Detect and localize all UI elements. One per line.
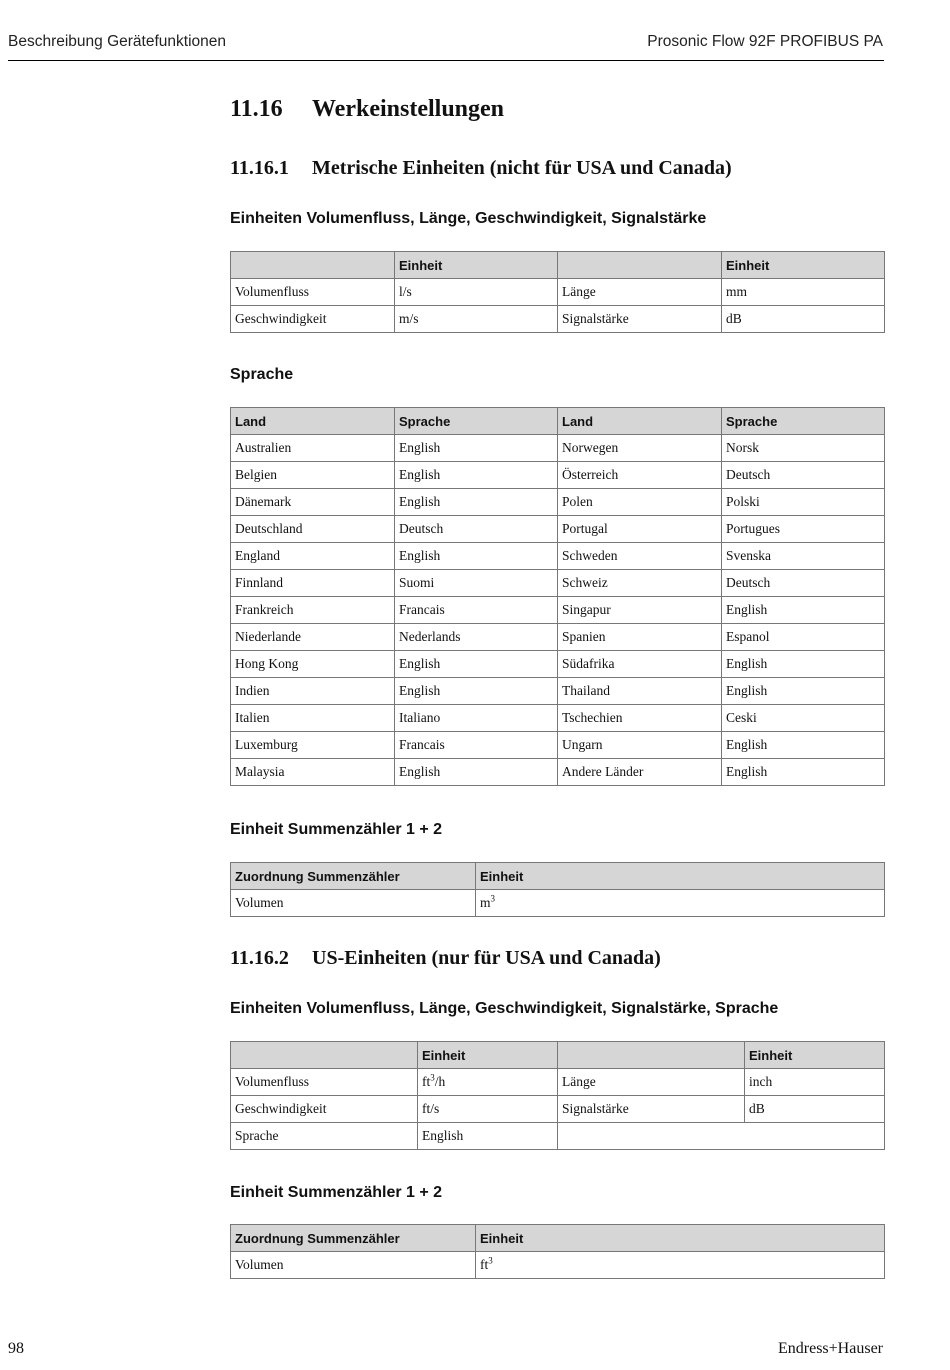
header-cell: Sprache [395, 408, 558, 435]
header-cell [231, 252, 395, 279]
table-row [231, 279, 885, 306]
table-cell: English [395, 543, 558, 570]
table-cell: Finnland [231, 570, 395, 597]
header-cell: Einheit [476, 1225, 885, 1252]
table-cell: Schweden [558, 543, 722, 570]
table-cell: English [722, 597, 885, 624]
table-cell: English [722, 732, 885, 759]
header-cell [231, 1042, 418, 1069]
running-header-left: Beschreibung Gerätefunktionen [8, 33, 227, 50]
table-row [231, 489, 885, 516]
page-number: 98 [8, 1340, 24, 1357]
table-cell: English [722, 678, 885, 705]
table-cell: Hong Kong [231, 651, 395, 678]
footer-brand: Endress+Hauser [778, 1340, 883, 1357]
header-cell: Einheit [722, 252, 885, 279]
table-row [231, 651, 885, 678]
table-cell: Indien [231, 678, 395, 705]
table-cell: Deutschland [231, 516, 395, 543]
subsection-heading-metric [230, 157, 732, 180]
table-row [231, 1096, 885, 1123]
language-heading: Sprache [230, 366, 294, 383]
table-header-row [231, 408, 885, 435]
subsection-number: 11.16.1 [230, 157, 289, 179]
table-cell: Österreich [558, 462, 722, 489]
table-cell: Belgien [231, 462, 395, 489]
table-cell: ft/s [418, 1096, 558, 1123]
table-cell: Luxemburg [231, 732, 395, 759]
table-cell: Espanol [722, 624, 885, 651]
section-title: Werkeinstellungen [312, 96, 505, 122]
table-row [231, 543, 885, 570]
header-cell [558, 1042, 745, 1069]
table-cell: Volumen [231, 1252, 476, 1279]
table-cell: Ungarn [558, 732, 722, 759]
table-cell: Dänemark [231, 489, 395, 516]
table-cell: Singapur [558, 597, 722, 624]
header-cell: Einheit [395, 252, 558, 279]
table-row [231, 624, 885, 651]
table-row [231, 1123, 885, 1150]
table-cell: Suomi [395, 570, 558, 597]
table-row [231, 759, 885, 786]
table-header-row [231, 863, 885, 890]
table-cell: Italien [231, 705, 395, 732]
header-cell: Sprache [722, 408, 885, 435]
header-cell: Land [558, 408, 722, 435]
metric-totalizer-table [230, 862, 885, 917]
table-cell: Volumenfluss [231, 1069, 418, 1096]
table-cell: Nederlands [395, 624, 558, 651]
table-cell: English [395, 651, 558, 678]
table-cell: Spanien [558, 624, 722, 651]
metric-units-heading: Einheiten Volumenfluss, Länge, Geschwindigkeit, Signalstärke [230, 210, 707, 227]
header-cell: Einheit [418, 1042, 558, 1069]
table-cell: Francais [395, 732, 558, 759]
table-cell: Signalstärke [558, 306, 722, 333]
us-units-heading: Einheiten Volumenfluss, Länge, Geschwindigkeit, Signalstärke, Sprache [230, 1000, 779, 1017]
table-row [231, 435, 885, 462]
table-cell: Portugal [558, 516, 722, 543]
table-cell: England [231, 543, 395, 570]
table-cell: Deutsch [395, 516, 558, 543]
table-cell: English [722, 651, 885, 678]
table-header-row [231, 1225, 885, 1252]
table-cell: Sprache [231, 1123, 418, 1150]
table-header-row [231, 252, 885, 279]
us-totalizer-heading: Einheit Summenzähler 1 + 2 [230, 1184, 443, 1201]
table-cell: Thailand [558, 678, 722, 705]
header-cell: Zuordnung Summenzähler [231, 1225, 476, 1252]
table-cell: Deutsch [722, 462, 885, 489]
table-cell: English [395, 489, 558, 516]
table-cell: Norsk [722, 435, 885, 462]
table-cell: Deutsch [722, 570, 885, 597]
table-cell: Polski [722, 489, 885, 516]
table-cell: Tschechien [558, 705, 722, 732]
table-row [231, 597, 885, 624]
table-row [231, 678, 885, 705]
subsection-number: 11.16.2 [230, 947, 289, 969]
header-cell: Einheit [476, 863, 885, 890]
table-cell: English [395, 462, 558, 489]
table-row [231, 890, 885, 917]
table-cell: Volumenfluss [231, 279, 395, 306]
subsection-title: US-Einheiten (nur für USA und Canada) [312, 947, 661, 969]
table-cell: Niederlande [231, 624, 395, 651]
header-rule [8, 60, 884, 61]
table-row [231, 1252, 885, 1279]
table-row [231, 732, 885, 759]
table-cell: Polen [558, 489, 722, 516]
language-table [230, 407, 885, 786]
table-cell: dB [745, 1096, 885, 1123]
table-cell: Geschwindigkeit [231, 306, 395, 333]
subsection-title: Metrische Einheiten (nicht für USA und Canada) [312, 157, 732, 179]
table-cell: English [395, 759, 558, 786]
table-cell: Norwegen [558, 435, 722, 462]
table-cell: Malaysia [231, 759, 395, 786]
table-cell: English [395, 435, 558, 462]
table-cell: $m^3$ [476, 890, 885, 917]
table-cell: inch [745, 1069, 885, 1096]
section-heading [230, 96, 504, 123]
table-cell: Länge [558, 1069, 745, 1096]
metric-units-table [230, 251, 885, 333]
table-cell: Andere Länder [558, 759, 722, 786]
table-cell: mm [722, 279, 885, 306]
header-cell: Land [231, 408, 395, 435]
subsection-heading-us [230, 947, 661, 970]
table-cell-empty [558, 1123, 885, 1150]
table-cell: English [722, 759, 885, 786]
table-header-row [231, 1042, 885, 1069]
metric-totalizer-heading: Einheit Summenzähler 1 + 2 [230, 821, 443, 838]
table-row [231, 306, 885, 333]
table-cell: m/s [395, 306, 558, 333]
table-cell: Frankreich [231, 597, 395, 624]
header-cell: Einheit [745, 1042, 885, 1069]
table-cell: $ft^3$ [476, 1252, 885, 1279]
header-cell [558, 252, 722, 279]
table-cell: Australien [231, 435, 395, 462]
table-cell: Francais [395, 597, 558, 624]
table-cell: Südafrika [558, 651, 722, 678]
table-row [231, 462, 885, 489]
table-cell: Italiano [395, 705, 558, 732]
table-row [231, 1069, 885, 1096]
table-cell: Ceski [722, 705, 885, 732]
header-cell: Zuordnung Summenzähler [231, 863, 476, 890]
table-cell: dB [722, 306, 885, 333]
table-cell: l/s [395, 279, 558, 306]
us-units-table [230, 1041, 885, 1150]
table-row [231, 516, 885, 543]
table-cell: English [395, 678, 558, 705]
running-header-right: Prosonic Flow 92F PROFIBUS PA [647, 33, 883, 50]
table-row [231, 705, 885, 732]
table-cell: $ft^3/h$ [418, 1069, 558, 1096]
us-totalizer-table [230, 1224, 885, 1279]
table-cell: Portugues [722, 516, 885, 543]
table-cell: Schweiz [558, 570, 722, 597]
table-cell: Volumen [231, 890, 476, 917]
section-number: 11.16 [230, 96, 283, 122]
table-cell: Länge [558, 279, 722, 306]
table-cell: Svenska [722, 543, 885, 570]
table-cell: English [418, 1123, 558, 1150]
table-cell: Geschwindigkeit [231, 1096, 418, 1123]
table-cell: Signalstärke [558, 1096, 745, 1123]
table-row [231, 570, 885, 597]
